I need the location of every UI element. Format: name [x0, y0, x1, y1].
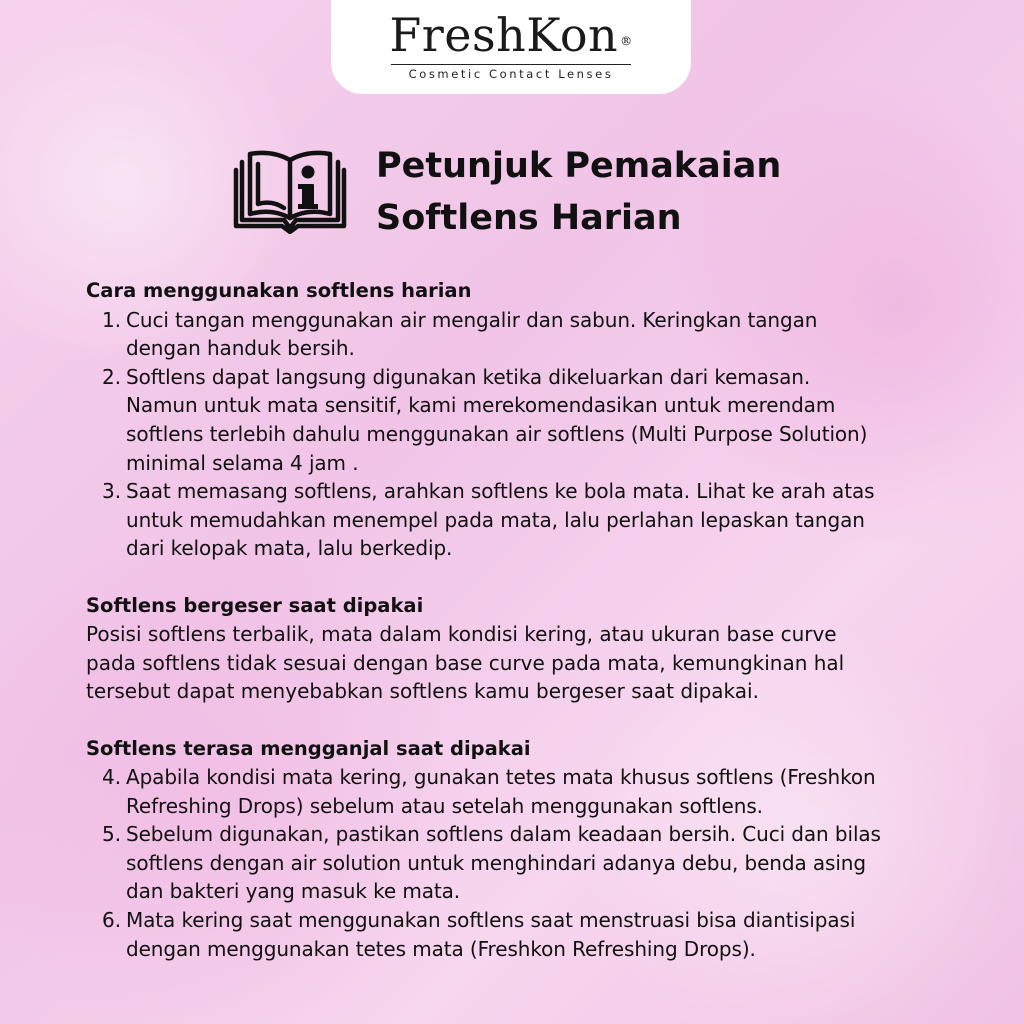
list-line: Cuci tangan menggunakan air mengalir dan sabun. Keringkan tangan — [126, 307, 818, 332]
list-line: Mata kering saat menggunakan softlens saat menstruasi bisa diantisipasi — [126, 908, 856, 933]
list-line: Saat memasang softlens, arahkan softlens ke bola mata. Lihat ke arah atas — [126, 479, 875, 504]
list-number: 6. — [102, 908, 122, 933]
paragraph-line: Posisi softlens terbalik, mata dalam kondisi kering, atau ukuran base curve — [86, 622, 837, 647]
page-title-line-1: Petunjuk Pemakaian — [376, 146, 782, 186]
list-line: softlens dengan air solution untuk menghindari adanya debu, benda asing — [126, 850, 866, 875]
paragraph-line: tersebut dapat menyebabkan softlens kamu bergeser saat dipakai. — [86, 679, 759, 704]
list-line: dan bakteri yang masuk ke mata. — [126, 879, 461, 904]
list-line: dengan handuk bersih. — [126, 336, 355, 361]
section-title-usage: Cara menggunakan softlens harian — [86, 279, 472, 302]
list-line: minimal selama 4 jam . — [126, 450, 359, 475]
list-line: Namun untuk mata sensitif, kami merekomendasikan untuk merendam — [126, 393, 836, 418]
list-item — [86, 820, 956, 906]
list-line: dengan menggunakan tetes mata (Freshkon Refreshing Drops). — [126, 936, 756, 961]
book-info-icon — [232, 148, 348, 234]
list-number: 5. — [102, 822, 122, 847]
page-title-line-2: Softlens Harian — [376, 198, 682, 238]
brand-logo — [331, 0, 691, 94]
usage-list — [86, 306, 956, 563]
section-spacer — [86, 563, 956, 592]
list-line: dari kelopak mata, lalu berkedip. — [126, 536, 453, 561]
list-line: Sebelum digunakan, pastikan softlens dalam keadaan bersih. Cuci dan bilas — [126, 822, 881, 847]
registered-mark: ® — [620, 34, 633, 48]
brand-tagline: Cosmetic Contact Lenses — [408, 67, 614, 81]
paragraph-line: pada softlens tidak sesuai dengan base curve pada mata, kemungkinan hal — [86, 650, 845, 675]
list-item — [86, 306, 956, 363]
discomfort-list — [86, 763, 956, 963]
list-line: Apabila kondisi mata kering, gunakan tetes mata khusus softlens (Freshkon — [126, 765, 876, 790]
list-item — [86, 477, 956, 563]
list-number: 2. — [102, 364, 122, 389]
section-title-shifting: Softlens bergeser saat dipakai — [86, 593, 424, 617]
list-line: Softlens dapat langsung digunakan ketika dikeluarkan dari kemasan. — [126, 364, 811, 389]
list-item — [86, 363, 956, 477]
section-title-discomfort: Softlens terasa mengganjal saat dipakai — [86, 736, 531, 760]
logo-divider — [391, 64, 631, 65]
list-item — [86, 763, 956, 820]
brand-name — [331, 8, 691, 62]
list-number: 1. — [102, 307, 122, 332]
list-number: 4. — [102, 765, 122, 790]
list-item — [86, 906, 956, 963]
instructions-body — [86, 277, 956, 963]
list-line: untuk memudahkan menempel pada mata, lalu perlahan lepaskan tangan — [126, 507, 865, 532]
section-spacer — [86, 706, 956, 735]
list-line: softlens terlebih dahulu menggunakan air softlens (Multi Purpose Solution) — [126, 421, 868, 446]
brand-name-text: FreshKon — [389, 8, 619, 62]
list-number: 3. — [102, 479, 122, 504]
list-line: Refreshing Drops) sebelum atau setelah menggunakan softlens. — [126, 793, 763, 818]
page-title — [376, 140, 781, 244]
